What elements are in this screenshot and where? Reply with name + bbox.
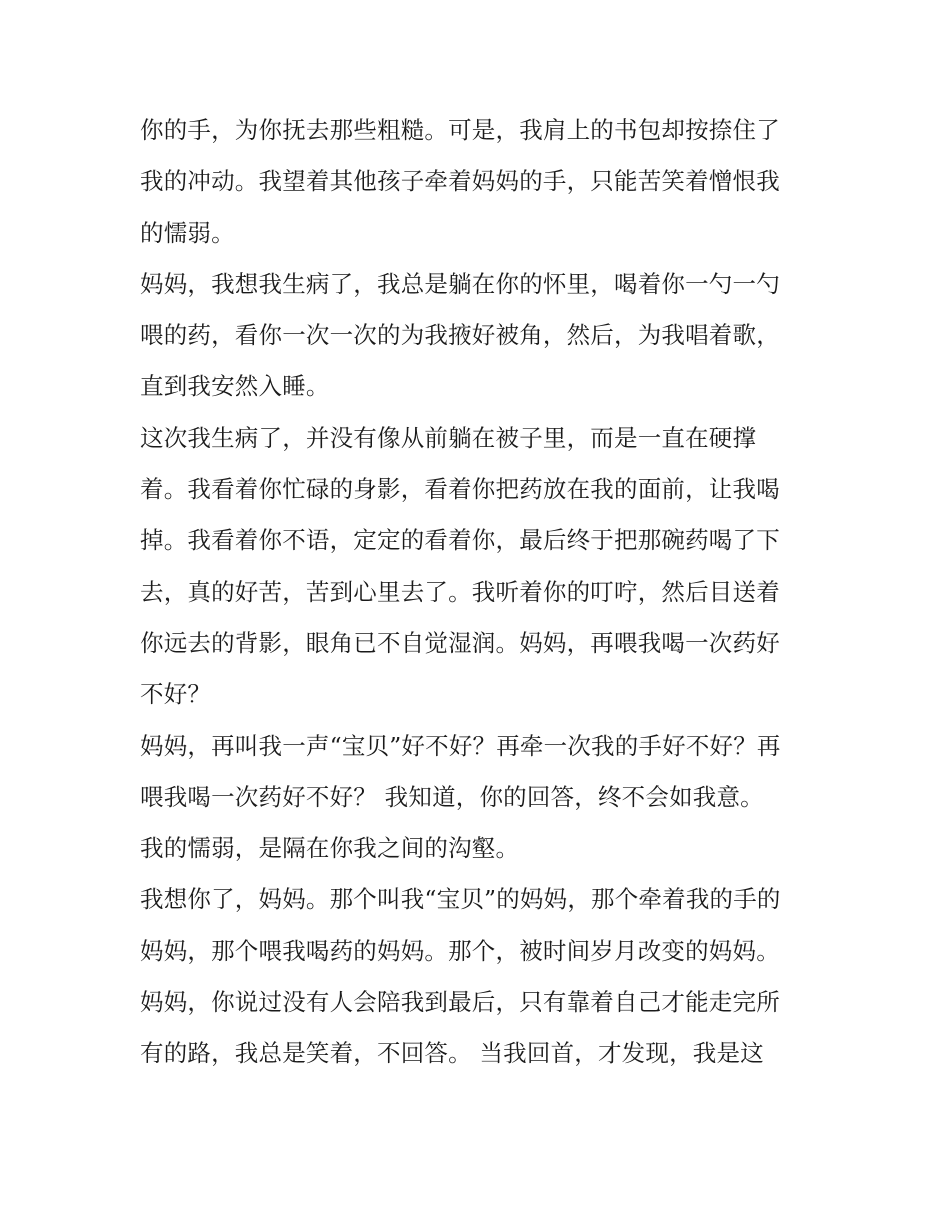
text-line: 我的冲动。我望着其他孩子牵着妈妈的手，只能苦笑着憎恨我 — [140, 167, 780, 196]
text-line: 你的手，为你抚去那些粗糙。可是，我肩上的书包却按捺住了 — [140, 116, 780, 144]
text-line: 的懦弱。 — [140, 218, 235, 247]
text-line: 这次我生病了，并没有像从前躺在被子里，而是一直在硬撑 — [140, 423, 757, 452]
text-line: 我的懦弱，是隔在你我之间的沟壑。 — [140, 834, 520, 863]
text-line: 直到我安然入睡。 — [140, 372, 330, 401]
text-line: 妈妈，那个喂我喝药的妈妈。那个，被时间岁月改变的妈妈。 — [140, 936, 780, 965]
text-line: 不好？ — [140, 680, 212, 709]
text-line: 我想你了，妈妈。那个叫我“宝贝”的妈妈，那个牵着我的手的 — [140, 885, 781, 914]
text-line: 掉。我看着你不语，定定的看着你，最后终于把那碗药喝了下 — [140, 526, 780, 555]
text-line: 妈妈，你说过没有人会陪我到最后，只有靠着自己才能走完所 — [140, 988, 780, 1017]
text-line: 你远去的背影，眼角已不自觉湿润。妈妈，再喂我喝一次药好 — [140, 628, 780, 657]
body-text — [140, 105, 820, 1080]
text-line: 喂的药，看你一次一次的为我掖好被角，然后，为我唱着歌， — [140, 321, 780, 350]
text-line: 去，真的好苦，苦到心里去了。我听着你的叮咛，然后目送着 — [140, 577, 780, 606]
text-line: 喂我喝一次药好不好？ 我知道，你的回答，终不会如我意。 — [140, 782, 764, 811]
text-line: 妈妈，再叫我一声“宝贝”好不好？再牵一次我的手好不好？再 — [140, 731, 781, 760]
text-line: 着。我看着你忙碌的身影，看着你把药放在我的面前，让我喝 — [140, 475, 780, 504]
text-line: 有的路，我总是笑着，不回答。 当我回首，才发现，我是这 — [140, 1039, 764, 1068]
text-line: 妈妈，我想我生病了，我总是躺在你的怀里，喝着你一勺一勺 — [140, 269, 780, 298]
